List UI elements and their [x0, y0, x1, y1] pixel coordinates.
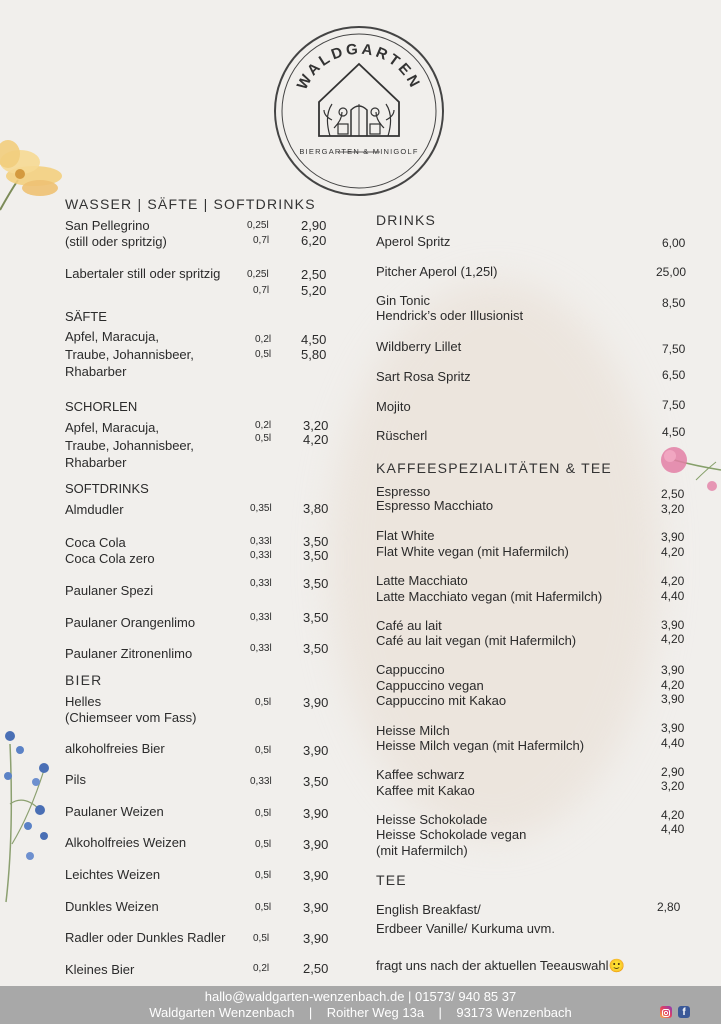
item-name: Alkoholfreies Weizen [65, 835, 187, 850]
item-price: 6,50 [662, 368, 686, 382]
item-price: 3,50 [303, 548, 329, 563]
item-name: Leichtes Weizen [65, 867, 161, 882]
item-size: 0,5l [255, 433, 272, 444]
item-price: 7,50 [662, 342, 686, 356]
item-price: 7,50 [662, 398, 686, 412]
item-price: 4,50 [301, 332, 327, 347]
item-name: Heisse Schokolade [376, 812, 488, 827]
item-price: 3,50 [303, 641, 329, 656]
item-name: Labertaler still oder spritzig [65, 266, 221, 281]
item-size: 0,33l [250, 550, 272, 561]
item-price: 3,50 [303, 774, 329, 789]
facebook-icon[interactable]: f [678, 1006, 690, 1018]
item-price: 4,20 [303, 432, 329, 447]
item-size: 0,5l [255, 697, 272, 708]
item-name: Almdudler [65, 502, 124, 517]
heading-water-saefte-softdrinks: WASSER | SÄFTE | SOFTDRINKS [65, 196, 316, 212]
item-desc: (still oder spritzig) [65, 234, 167, 249]
heading-kaffee-tee: KAFFEESPEZIALITÄTEN & TEE [376, 460, 612, 476]
item-desc: (Chiemseer vom Fass) [65, 710, 197, 725]
item-price: 6,00 [662, 236, 686, 250]
item-size: 0,2l [253, 963, 270, 974]
item-price: 3,90 [303, 868, 329, 883]
item-name: Cappuccino [376, 662, 445, 677]
item-name: Apfel, Maracuja, [65, 329, 159, 344]
item-name: Mojito [376, 399, 411, 414]
item-price: 2,80 [657, 900, 681, 914]
heading-drinks: DRINKS [376, 212, 437, 228]
background-wash [330, 280, 660, 840]
item-price: 2,50 [303, 961, 329, 976]
item-name: Heisse Schokolade vegan [376, 827, 527, 842]
item-price: 2,50 [301, 267, 327, 282]
item-name: Radler oder Dunkles Radler [65, 930, 226, 945]
footer-contact[interactable]: hallo@waldgarten-wenzenbach.de | 01573/ 940 85 37 [204, 989, 517, 1004]
item-name: Latte Macchiato [376, 573, 468, 588]
item-price: 4,20 [661, 808, 685, 822]
item-size: 0,33l [250, 536, 272, 547]
item-price: 5,20 [301, 283, 327, 298]
item-price: 3,90 [661, 721, 685, 735]
item-price: 3,50 [303, 610, 329, 625]
item-size: 0,35l [250, 503, 272, 514]
item-name: Apfel, Maracuja, [65, 420, 159, 435]
item-name: Heisse Milch vegan (mit Hafermilch) [376, 738, 585, 753]
item-name: alkoholfreies Bier [65, 741, 165, 756]
item-size: 0,25l [247, 269, 269, 280]
item-name: Café au lait vegan (mit Hafermilch) [376, 633, 577, 648]
item-name: Latte Macchiato vegan (mit Hafermilch) [376, 589, 603, 604]
item-price: 4,40 [661, 589, 685, 603]
item-desc: Erdbeer Vanille/ Kurkuma uvm. [376, 921, 555, 936]
item-name: Paulaner Weizen [65, 804, 164, 819]
item-price: 8,50 [662, 296, 686, 310]
item-size: 0,7l [253, 235, 270, 246]
item-name: Pitcher Aperol (1,25l) [376, 264, 498, 279]
item-name: Cappuccino mit Kakao [376, 693, 507, 708]
heading-schorlen: SCHORLEN [65, 399, 138, 414]
instagram-icon[interactable] [660, 1006, 672, 1018]
item-name: Rhabarber [65, 455, 127, 470]
item-price: 5,80 [301, 347, 327, 362]
item-price: 3,90 [661, 618, 685, 632]
item-name: Helles [65, 694, 102, 709]
item-size: 0,5l [255, 808, 272, 819]
item-name: Paulaner Zitronenlimo [65, 646, 193, 661]
item-price: 6,20 [301, 233, 327, 248]
item-price: 4,50 [662, 425, 686, 439]
item-name: Paulaner Spezi [65, 583, 154, 598]
item-name: Aperol Spritz [376, 234, 451, 249]
item-price: 3,90 [661, 663, 685, 677]
item-desc: Hendrick’s oder Illusionist [376, 308, 524, 323]
item-price: 3,50 [303, 534, 329, 549]
item-desc: (mit Hafermilch) [376, 843, 468, 858]
item-price: 2,90 [661, 765, 685, 779]
item-price: 3,80 [303, 501, 329, 516]
yellow-flower-icon [0, 132, 70, 212]
item-price: 3,90 [303, 695, 329, 710]
item-size: 0,5l [255, 902, 272, 913]
item-size: 0,5l [253, 933, 270, 944]
item-name: Rüscherl [376, 428, 428, 443]
item-price: 25,00 [656, 265, 687, 279]
item-price: 2,50 [661, 487, 685, 501]
item-name: Dunkles Weizen [65, 899, 159, 914]
item-name: Pils [65, 772, 86, 787]
item-name: San Pellegrino [65, 218, 150, 233]
item-name: Traube, Johannisbeer, [65, 438, 194, 453]
svg-text:BIERGARTEN & MINIGOLF: BIERGARTEN & MINIGOLF [299, 147, 419, 156]
item-name: Coca Cola zero [65, 551, 155, 566]
item-price: 3,90 [303, 900, 329, 915]
item-name: Espresso Macchiato [376, 498, 494, 513]
item-name: Kaffee mit Kakao [376, 783, 475, 798]
item-size: 0,33l [250, 776, 272, 787]
item-name: Sart Rosa Spritz [376, 369, 471, 384]
item-price: 2,90 [301, 218, 327, 233]
item-name: Traube, Johannisbeer, [65, 347, 194, 362]
item-price: 4,20 [661, 545, 685, 559]
item-price: 4,40 [661, 736, 685, 750]
item-price: 3,20 [661, 502, 685, 516]
item-size: 0,33l [250, 612, 272, 623]
item-price: 3,90 [303, 931, 329, 946]
heading-saefte: SÄFTE [65, 309, 107, 324]
item-name: Wildberry Lillet [376, 339, 462, 354]
item-price: 3,90 [661, 530, 685, 544]
footer-bar [0, 986, 721, 1024]
footer-address: Waldgarten Wenzenbach | Roither Weg 13a | 93173 Wenzenbach [149, 1005, 572, 1020]
item-size: 0,25l [247, 220, 269, 231]
item-price: 4,40 [661, 822, 685, 836]
item-size: 0,33l [250, 643, 272, 654]
item-price: 4,20 [661, 678, 685, 692]
blue-flowers-icon [0, 724, 58, 904]
item-size: 0,2l [255, 334, 272, 345]
item-size: 0,33l [250, 578, 272, 589]
item-name: Coca Cola [65, 535, 126, 550]
item-name: Flat White vegan (mit Hafermilch) [376, 544, 569, 559]
item-price: 3,90 [661, 692, 685, 706]
heading-softdrinks: SOFTDRINKS [65, 481, 149, 496]
item-name: Espresso [376, 484, 431, 499]
tea-note: fragt uns nach der aktuellen Teeauswahl🙂 [376, 958, 625, 973]
item-size: 0,2l [255, 420, 272, 431]
item-price: 3,90 [303, 837, 329, 852]
heading-bier: BIER [65, 672, 103, 688]
waldgarten-logo [272, 24, 446, 198]
item-name: English Breakfast/ [376, 902, 481, 917]
item-name: Rhabarber [65, 364, 127, 379]
item-price: 3,90 [303, 743, 329, 758]
item-price: 3,50 [303, 576, 329, 591]
item-price: 4,20 [661, 632, 685, 646]
item-size: 0,7l [253, 285, 270, 296]
item-size: 0,5l [255, 839, 272, 850]
item-size: 0,5l [255, 349, 272, 360]
item-name: Cappuccino vegan [376, 678, 484, 693]
item-price: 3,20 [661, 779, 685, 793]
item-name: Café au lait [376, 618, 442, 633]
item-size: 0,5l [255, 745, 272, 756]
item-price: 3,90 [303, 806, 329, 821]
item-name: Paulaner Orangenlimo [65, 615, 196, 630]
item-name: Gin Tonic [376, 293, 430, 308]
item-size: 0,5l [255, 870, 272, 881]
item-name: Kaffee schwarz [376, 767, 465, 782]
item-name: Flat White [376, 528, 435, 543]
svg-text:WALDGARTEN: WALDGARTEN [293, 40, 425, 93]
item-price: 3,20 [303, 418, 329, 433]
item-name: Kleines Bier [65, 962, 135, 977]
item-price: 4,20 [661, 574, 685, 588]
item-name: Heisse Milch [376, 723, 450, 738]
heading-tee: TEE [376, 872, 407, 888]
